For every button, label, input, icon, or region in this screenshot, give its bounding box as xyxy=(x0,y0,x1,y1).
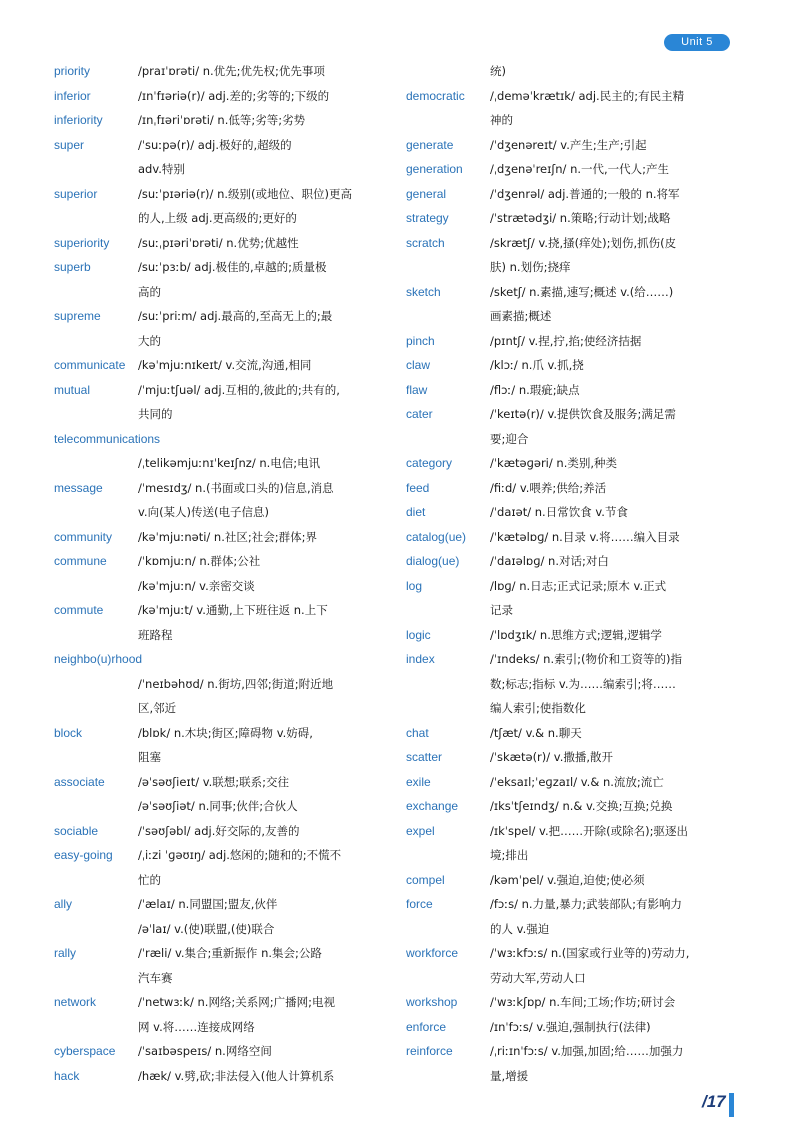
vocab-line xyxy=(406,721,736,746)
vocab-line xyxy=(54,255,394,280)
headword: superb xyxy=(54,260,91,275)
vocab-line xyxy=(406,647,736,672)
definition: /blɒk/ n.木块;街区;障碍物 v.妨碍, xyxy=(138,725,313,740)
definition: /ˈdʒenəreɪt/ v.产生;生产;引起 xyxy=(490,137,647,152)
definition: /suːˈpriːm/ adj.最高的,至高无上的;最 xyxy=(138,309,333,324)
definition: /ˈkætəlɒɡ/ n.目录 v.将……编入目录 xyxy=(490,529,680,544)
headword: logic xyxy=(406,627,431,642)
vocab-line xyxy=(54,280,394,305)
vocab-line xyxy=(406,231,736,256)
vocab-line xyxy=(406,451,736,476)
headword: sociable xyxy=(54,823,99,838)
definition: /ˈræli/ v.集合;重新振作 n.集会;公路 xyxy=(138,946,322,961)
headword: cater xyxy=(406,407,433,422)
definition: /əˈlaɪ/ v.(使)联盟,(使)联合 xyxy=(138,921,275,936)
vocab-line xyxy=(406,157,736,182)
vocab-line xyxy=(54,770,394,795)
headword: exile xyxy=(406,774,431,789)
vocab-line xyxy=(406,182,736,207)
definition: /ˈælaɪ/ n.同盟国;盟友,伙伴 xyxy=(138,897,278,912)
definition: /suːˈpɜːb/ adj.极佳的,卓越的;质量极 xyxy=(138,260,327,275)
definition: /ɪkˈspel/ v.把……开除(或除名);驱逐出 xyxy=(490,823,688,838)
headword: index xyxy=(406,652,435,667)
definition: /pɪntʃ/ v.捏,拧,掐;使经济拮据 xyxy=(490,333,642,348)
right-word-column xyxy=(406,59,736,1088)
definition: /praɪˈɒrəti/ n.优先;优先权;优先事项 xyxy=(138,64,325,79)
headword: generation xyxy=(406,162,463,177)
vocab-line xyxy=(54,500,394,525)
definition: /ˌiːzi ˈɡəʊɪŋ/ adj.悠闲的;随和的;不慌不 xyxy=(138,848,342,863)
headword: chat xyxy=(406,725,429,740)
definition: /skrætʃ/ v.挠,搔(痒处);划伤,抓伤(皮 xyxy=(490,235,677,250)
headword: cyberspace xyxy=(54,1044,116,1059)
headword: workshop xyxy=(406,995,458,1010)
vocab-line xyxy=(54,353,394,378)
vocab-line xyxy=(54,451,394,476)
vocab-line xyxy=(54,721,394,746)
vocab-line xyxy=(406,990,736,1015)
definition: /ˈɪndeks/ n.索引;(物价和工资等的)指 xyxy=(490,652,682,667)
definition: /klɔː/ n.爪 v.抓,挠 xyxy=(490,358,584,373)
vocab-line xyxy=(54,598,394,623)
vocab-line xyxy=(54,402,394,427)
headword: reinforce xyxy=(406,1044,453,1059)
vocab-line xyxy=(406,892,736,917)
definition: /ˈwɜːkʃɒp/ n.车间;工场;作坊;研讨会 xyxy=(490,995,676,1010)
vocab-line xyxy=(54,329,394,354)
definition: /ɪksˈtʃeɪndʒ/ n.& v.交换;互换;兑换 xyxy=(490,799,673,814)
definition: /ˈkɒmjuːn/ n.群体;公社 xyxy=(138,554,261,569)
definition: 的人,上级 adj.更高级的;更好的 xyxy=(138,211,297,226)
headword: sketch xyxy=(406,284,441,299)
vocab-line xyxy=(54,133,394,158)
vocab-line xyxy=(406,353,736,378)
vocab-line xyxy=(406,941,736,966)
headword: telecommunications xyxy=(54,431,161,446)
headword: dialog(ue) xyxy=(406,554,460,569)
definition: /ˈmesɪdʒ/ n.(书面或口头的)信息,消息 xyxy=(138,480,334,495)
vocab-line xyxy=(406,133,736,158)
vocab-line xyxy=(406,794,736,819)
definition: /ˌriːɪnˈfɔːs/ v.加强,加固;给……加强力 xyxy=(490,1044,684,1059)
definition: /ˈkeɪtə(r)/ v.提供饮食及服务;满足需 xyxy=(490,407,676,422)
vocab-line xyxy=(406,917,736,942)
definition: 汽车赛 xyxy=(138,970,173,985)
vocab-line xyxy=(54,917,394,942)
headword: general xyxy=(406,186,447,201)
unit-badge: Unit 5 xyxy=(664,34,730,51)
vocab-line xyxy=(54,525,394,550)
definition: /ɪnˌfɪəriˈɒrəti/ n.低等;劣等;劣势 xyxy=(138,113,306,128)
headword: inferiority xyxy=(54,113,103,128)
headword: expel xyxy=(406,823,435,838)
vocab-line xyxy=(406,1064,736,1089)
headword: strategy xyxy=(406,211,449,226)
vocab-line xyxy=(54,549,394,574)
vocab-line xyxy=(54,794,394,819)
vocab-line xyxy=(54,476,394,501)
definition: /suːˌpɪəriˈɒrəti/ n.优势;优越性 xyxy=(138,235,299,250)
definition: /ˈstrætədʒi/ n.策略;行动计划;战略 xyxy=(490,211,671,226)
definition: /kəˈmjuːnəti/ n.社区;社会;群体;界 xyxy=(138,529,317,544)
definition: /hæk/ v.劈,砍;非法侵入(他人计算机系 xyxy=(138,1068,335,1083)
headword: category xyxy=(406,456,453,471)
headword: priority xyxy=(54,64,91,79)
vocab-line xyxy=(54,819,394,844)
definition: /kəˈmjuːt/ v.通勤,上下班往返 n.上下 xyxy=(138,603,328,618)
definition: /ˌtelikəmjuːnɪˈkeɪʃnz/ n.电信;电讯 xyxy=(138,456,321,471)
vocab-line xyxy=(406,745,736,770)
vocab-line xyxy=(406,598,736,623)
headword: associate xyxy=(54,774,105,789)
vocab-line xyxy=(406,476,736,501)
vocab-line xyxy=(406,770,736,795)
headword: workforce xyxy=(406,946,459,961)
headword: force xyxy=(406,897,433,912)
headword: communicate xyxy=(54,358,126,373)
headword: enforce xyxy=(406,1019,447,1034)
definition: /ˈsuːpə(r)/ adj.极好的,超级的 xyxy=(138,137,292,152)
definition: /ˌdʒenəˈreɪʃn/ n.一代,一代人;产生 xyxy=(490,162,670,177)
headword: mutual xyxy=(54,382,91,397)
definition: /ˈmjuːtʃuəl/ adj.互相的,彼此的;共有的, xyxy=(138,382,340,397)
vocab-line xyxy=(406,84,736,109)
headword: block xyxy=(54,725,83,740)
definition: /ˈeksaɪl;ˈeɡzaɪl/ v.& n.流放;流亡 xyxy=(490,774,664,789)
headword: superior xyxy=(54,186,98,201)
vocab-line xyxy=(54,623,394,648)
headword: inferior xyxy=(54,88,91,103)
definition: 肤) n.划伤;挠痒 xyxy=(490,260,571,275)
definition: 的人 v.强迫 xyxy=(490,921,550,936)
definition: 大的 xyxy=(138,333,161,348)
definition: /ɪnˈfɪəriə(r)/ adj.差的;劣等的;下级的 xyxy=(138,88,330,103)
vocab-line xyxy=(54,427,394,452)
definition: 高的 xyxy=(138,284,161,299)
definition: 量,增援 xyxy=(490,1068,529,1083)
vocab-line xyxy=(54,59,394,84)
headword: pinch xyxy=(406,333,435,348)
definition: /suːˈpɪəriə(r)/ n.级别(或地位、职位)更高 xyxy=(138,186,352,201)
vocab-line xyxy=(54,231,394,256)
definition: /kəmˈpel/ v.强迫,迫使;使必须 xyxy=(490,872,645,887)
vocab-line xyxy=(54,378,394,403)
definition: 统) xyxy=(490,64,506,79)
page-number: /17 xyxy=(702,1092,726,1111)
vocab-line xyxy=(54,892,394,917)
definition: 编人索引;使指数化 xyxy=(490,701,586,716)
headword: superiority xyxy=(54,235,110,250)
page-number-bar xyxy=(729,1093,734,1117)
vocab-line xyxy=(406,402,736,427)
vocab-line xyxy=(54,941,394,966)
headword: super xyxy=(54,137,85,152)
headword: feed xyxy=(406,480,430,495)
vocab-line xyxy=(54,843,394,868)
vocab-line xyxy=(406,427,736,452)
definition: /kəˈmjuːn/ v.亲密交谈 xyxy=(138,578,255,593)
definition: 劳动大军,劳动人口 xyxy=(490,970,586,985)
vocab-line xyxy=(406,255,736,280)
headword: rally xyxy=(54,946,77,961)
vocab-line xyxy=(54,1015,394,1040)
definition: /ˈdaɪəlɒɡ/ n.对话;对白 xyxy=(490,554,609,569)
vocab-line xyxy=(54,745,394,770)
definition: 网 v.将……连接成网络 xyxy=(138,1019,255,1034)
vocab-line xyxy=(54,108,394,133)
headword: scratch xyxy=(406,235,445,250)
vocab-line xyxy=(406,59,736,84)
vocab-line xyxy=(406,549,736,574)
vocab-line xyxy=(54,182,394,207)
definition: /sketʃ/ n.素描,速写;概述 v.(给……) xyxy=(490,284,674,299)
vocab-line xyxy=(54,304,394,329)
headword: diet xyxy=(406,505,426,520)
definition: /əˈsəʊʃiət/ n.同事;伙伴;合伙人 xyxy=(138,799,298,814)
definition: /tʃæt/ v.& n.聊天 xyxy=(490,725,582,740)
headword: democratic xyxy=(406,88,465,103)
definition: 数;标志;指标 v.为……编索引;将…… xyxy=(490,676,676,691)
definition: /flɔː/ n.瑕疵;缺点 xyxy=(490,382,580,397)
headword: ally xyxy=(54,897,73,912)
vocab-line xyxy=(406,1015,736,1040)
headword: supreme xyxy=(54,309,101,324)
definition: /fiːd/ v.喂养;供给;养活 xyxy=(490,480,607,495)
vocab-line xyxy=(406,1039,736,1064)
vocab-line xyxy=(54,966,394,991)
headword: message xyxy=(54,480,103,495)
vocab-line xyxy=(54,157,394,182)
vocab-line xyxy=(406,966,736,991)
vocab-line xyxy=(406,525,736,550)
definition: /ˈdʒenrəl/ adj.普通的;一般的 n.将军 xyxy=(490,186,680,201)
definition: /ˈsaɪbəspeɪs/ n.网络空间 xyxy=(138,1044,272,1059)
definition: 神的 xyxy=(490,113,513,128)
headword: commute xyxy=(54,603,104,618)
vocab-line xyxy=(406,108,736,133)
vocab-line xyxy=(406,696,736,721)
vocab-line xyxy=(54,990,394,1015)
definition: 要;迎合 xyxy=(490,431,529,446)
headword: community xyxy=(54,529,113,544)
definition: 区,邻近 xyxy=(138,701,177,716)
vocab-line xyxy=(54,1039,394,1064)
headword: log xyxy=(406,578,423,593)
headword: compel xyxy=(406,872,445,887)
headword: hack xyxy=(54,1068,80,1083)
vocab-line xyxy=(54,84,394,109)
definition: v.向(某人)传送(电子信息) xyxy=(138,505,270,520)
definition: 班路程 xyxy=(138,627,173,642)
vocab-line xyxy=(54,206,394,231)
headword: claw xyxy=(406,358,431,373)
definition: /ˈlɒdʒɪk/ n.思维方式;逻辑,逻辑学 xyxy=(490,627,662,642)
vocab-line xyxy=(406,843,736,868)
vocab-line xyxy=(54,696,394,721)
definition: /kəˈmjuːnɪkeɪt/ v.交流,沟通,相同 xyxy=(138,358,312,373)
vocab-line xyxy=(406,329,736,354)
definition: 画素描;概述 xyxy=(490,309,552,324)
definition: 忙的 xyxy=(138,872,161,887)
vocab-line xyxy=(406,378,736,403)
headword: flaw xyxy=(406,382,428,397)
definition: /ˈwɜːkfɔːs/ n.(国家或行业等的)劳动力, xyxy=(490,946,690,961)
vocab-line xyxy=(54,672,394,697)
definition: /ɪnˈfɔːs/ v.强迫,强制执行(法律) xyxy=(490,1019,651,1034)
definition: 记录 xyxy=(490,603,513,618)
definition: /ˈsəʊʃəbl/ adj.好交际的,友善的 xyxy=(138,823,300,838)
vocab-line xyxy=(406,819,736,844)
headword: commune xyxy=(54,554,107,569)
vocab-line xyxy=(406,500,736,525)
definition: /əˈsəʊʃieɪt/ v.联想;联系;交往 xyxy=(138,774,290,789)
headword: easy-going xyxy=(54,848,113,863)
definition: /ˈnetwɜːk/ n.网络;关系网;广播网;电视 xyxy=(138,995,336,1010)
headword: network xyxy=(54,995,97,1010)
definition: /fɔːs/ n.力量,暴力;武装部队;有影响力 xyxy=(490,897,682,912)
vocab-line xyxy=(406,868,736,893)
definition: adv.特别 xyxy=(138,162,185,177)
definition: 共同的 xyxy=(138,407,173,422)
vocab-line xyxy=(54,868,394,893)
left-word-column xyxy=(54,59,394,1088)
vocab-line xyxy=(54,647,394,672)
headword: catalog(ue) xyxy=(406,529,467,544)
definition: 阻塞 xyxy=(138,750,161,765)
vocab-line xyxy=(54,574,394,599)
definition: /ˌdeməˈkrætɪk/ adj.民主的;有民主精 xyxy=(490,88,685,103)
vocab-line xyxy=(54,1064,394,1089)
definition: /ˈskætə(r)/ v.撒播,散开 xyxy=(490,750,614,765)
definition: 境;排出 xyxy=(490,848,529,863)
vocab-line xyxy=(406,574,736,599)
headword: scatter xyxy=(406,750,443,765)
vocab-line xyxy=(406,304,736,329)
definition: /lɒɡ/ n.日志;正式记录;原木 v.正式 xyxy=(490,578,667,593)
vocab-line xyxy=(406,672,736,697)
vocab-line xyxy=(406,280,736,305)
headword: neighbo(u)rhood xyxy=(54,652,143,667)
definition: /ˈdaɪət/ n.日常饮食 v.节食 xyxy=(490,505,628,520)
definition: /ˈkætəɡəri/ n.类别,种类 xyxy=(490,456,617,471)
headword: exchange xyxy=(406,799,459,814)
vocab-line xyxy=(406,206,736,231)
vocab-line xyxy=(406,623,736,648)
headword: generate xyxy=(406,137,454,152)
definition: /ˈneɪbəhʊd/ n.街坊,四邻;街道;附近地 xyxy=(138,676,334,691)
